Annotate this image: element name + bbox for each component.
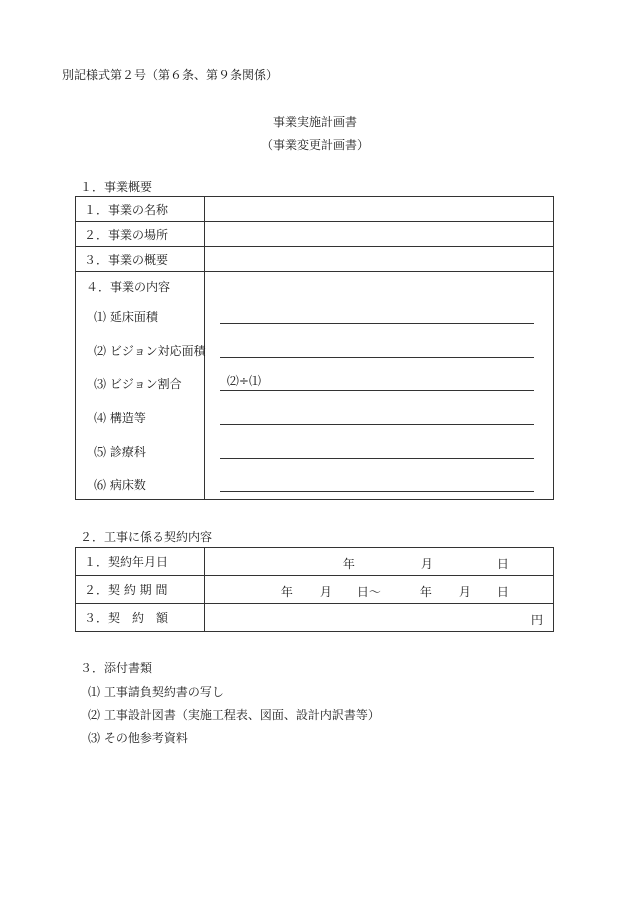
document-subtitle: （事業変更計画書）: [260, 138, 369, 152]
period-start-month: 月: [319, 585, 332, 599]
contract-amount-label: ３．契 約 額: [76, 604, 205, 632]
vision-ratio-field[interactable]: [220, 389, 534, 391]
item-floor-area-label: ⑴ 延床面積: [94, 310, 158, 324]
attachment-item: ⑶ その他参考資料: [88, 731, 188, 745]
item-beds-label: ⑹ 病床数: [94, 478, 146, 492]
item-vision-ratio-label: ⑶ ビジョン割合: [94, 377, 182, 391]
table-row: [76, 222, 554, 247]
vision-area-field[interactable]: [220, 356, 534, 358]
project-location-label: ２．事業の場所: [76, 222, 205, 247]
contract-date-value[interactable]: [204, 548, 553, 576]
period-start-year: 年: [280, 585, 293, 599]
project-overview-value[interactable]: [204, 247, 553, 272]
contract-date-month: 月: [420, 557, 433, 571]
attachment-item: ⑴ 工事請負契約書の写し: [88, 685, 224, 699]
structure-field[interactable]: [220, 423, 534, 425]
table-row: [76, 247, 554, 272]
contract-amount-value[interactable]: [204, 604, 553, 632]
section2-heading: ２．工事に係る契約内容: [80, 530, 213, 544]
contract-period-value[interactable]: [204, 576, 553, 604]
contract-date-label: １．契約年月日: [76, 548, 205, 576]
table-row: [76, 197, 554, 222]
table-row: [76, 272, 554, 500]
contract-table: [75, 547, 554, 632]
vision-ratio-formula: ⑵÷⑴: [226, 374, 261, 388]
project-summary-table: [75, 196, 554, 500]
item-vision-area-label: ⑵ ビジョン対応面積: [94, 344, 206, 358]
project-name-value[interactable]: [204, 197, 553, 222]
yen-unit: 円: [530, 613, 543, 627]
project-name-label: １．事業の名称: [76, 197, 205, 222]
attachment-item: ⑵ 工事設計図書（実施工程表、図面、設計内訳書等）: [88, 708, 380, 722]
period-end-day: 日: [496, 585, 509, 599]
period-end-month: 月: [458, 585, 471, 599]
project-location-value[interactable]: [204, 222, 553, 247]
document-title: 事業実施計画書: [272, 115, 357, 129]
table-row: [76, 604, 554, 632]
contract-date-year: 年: [342, 557, 355, 571]
table-row: [76, 548, 554, 576]
section1-heading: １．事業概要: [80, 180, 153, 194]
form-label: 別記様式第２号（第６条、第９条関係）: [62, 68, 279, 82]
table-row: [76, 576, 554, 604]
departments-field[interactable]: [220, 457, 534, 459]
project-contents-cell: [76, 272, 205, 500]
item-departments-label: ⑸ 診療科: [94, 445, 146, 459]
contract-period-label: ２．契 約 期 間: [76, 576, 205, 604]
project-contents-label: ４．事業の内容: [86, 280, 171, 294]
beds-field[interactable]: [220, 490, 534, 492]
item-structure-label: ⑷ 構造等: [94, 411, 146, 425]
section3-heading: ３．添付書類: [80, 661, 153, 675]
floor-area-field[interactable]: [220, 322, 534, 324]
project-overview-label: ３．事業の概要: [76, 247, 205, 272]
period-end-year: 年: [419, 585, 432, 599]
project-contents-values: [204, 272, 553, 500]
contract-date-day: 日: [496, 557, 509, 571]
period-start-day: 日〜: [356, 585, 381, 599]
